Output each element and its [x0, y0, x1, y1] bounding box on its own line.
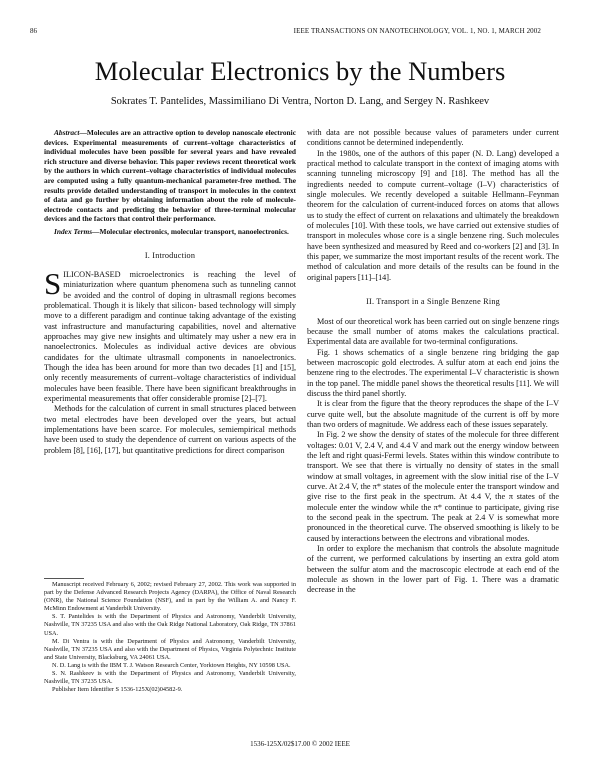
abstract-label: Abstract—: [54, 128, 87, 137]
footnote-rule: [44, 578, 84, 579]
index-terms-text: Molecular electronics, molecular transport, nanoelectronics.: [99, 226, 289, 236]
footnote-rashkeev: S. N. Rashkeev is with the Department of Physics and Astronomy, Vanderbilt University, Nashville, TN 37235 USA.: [44, 670, 296, 686]
intro-paragraph-1: [44, 265, 296, 404]
drop-cap: S: [44, 265, 62, 301]
footnote-identifier: Publisher Item Identifier S 1536-125X(02)04582-9.: [52, 686, 183, 694]
abstract-text: Molecules are an attractive option to develop nanoscale electronic devices. Experimental measurements of current–voltage characteristics of individual molecules have been possible for several years and have revealed rich structure and diverse behavior. This paper reviews recent theoretical work by the authors in which current–voltage characteristics of individual molecules are computed using a fully quantum-mechanical parameter-free method. The results provide detailed understanding of transport in molecules in the context of data and go further by obtaining information about the role of molecule-electrode contacts and predicting the behavior of three-terminal molecular devices and the factors that control their performance.: [44, 128, 296, 224]
intro-paragraph-1-text: ILICON-BASED microelectronics is reaching the level of miniaturization where quantum phenomena such as tunneling cannot be avoided and the control of doping in ultrasmall regions becomes problematical. Though it is likely that silicon- based technology will simply move to a different paradigm and continue taking advantage of the existing vast infrastructure and manufacturing capabilities, novel and alternative approaches may give new insights and ultimately may usher a new era in nanoelectronics. Molecules as individual active devices are obvious candidates for the ultimate ultrasmall components in nanoelectronics. Though the idea has been around for more than two decades [1] and [15], only recently measurements of current–voltage characteristics of individual molecules have been feasible. There have been significant breakthroughs in experimental measurements that offer considerable promise [2]–[7].: [44, 269, 296, 403]
journal-header: IEEE TRANSACTIONS ON NANOTECHNOLOGY, VOL. 1, NO. 1, MARCH 2002: [293, 27, 541, 35]
transport-paragraph-1: Most of our theoretical work has been carried out on single benzene rings because the small number of atoms makes the calculations practical. Experimental data are available for two-terminal configurations.: [307, 316, 559, 347]
page-number: 86: [30, 27, 37, 35]
footnote-received: Manuscript received February 6, 2002; revised February 27, 2002. This work was supported in part by the Defense Advanced Research Projects Agency (DARPA), the Office of Naval Research (ONR), the National Science Foundation (NSF), and in part by the William A. and Nancy F. McMinn Endowment at Vanderbilt University.: [44, 581, 296, 613]
transport-paragraph-5: In order to explore the mechanism that controls the absolute magnitude of the current, we performed calculations by inserting an extra gold atom between the sulfur atom and the macroscopic electrode at each end of the molecule as shown in the lower part of Fig. 1. There was a dramatic decrease in the: [307, 544, 559, 595]
author-list: Sokrates T. Pantelides, Massimiliano Di Ventra, Norton D. Lang, and Sergey N. Rashkeev: [110, 96, 490, 107]
index-terms: [44, 227, 296, 237]
right-column: [307, 128, 559, 596]
intro-paragraph-3: In the 1980s, one of the authors of this paper (N. D. Lang) developed a practical method to calculate transport in the context of imaging atoms with scanning tunneling microscopy [9] and [18]. The method has all the ingredients needed to compute current–voltage (I–V) characteristics of single molecules. We recently developed a suitable Hellmann–Feynman theorem for the calculation of current-induced forces on atoms that allows us to study the effect of current on relaxations and ultimately the breakdown of molecules [10]. With these tools, we have carried out extensive studies of transport in molecules whose core is a single benzene ring. Such molecules have been synthesized and measured by Reed and co-workers [2] and [3]. In this paper, we summarize the most important results of the recent work. The method of calculation and more details of the results can be found in the original papers [11]–[14].: [307, 148, 559, 282]
transport-paragraph-3: It is clear from the figure that the theory reproduces the shape of the I–V curve quite well, but the absolute magnitude of the current is off by more than two orders of magnitude. We address each of these issues separately.: [307, 399, 559, 429]
footnote-diventra: M. Di Ventra is with the Department of Physics and Astronomy, Vanderbilt University, Nashville, TN 37235 USA and also with the Department of Physics, Virginia Polytechnic Institute and State University, Blacksburg, VA 24061 USA.: [44, 637, 296, 661]
footnote-pantelides: S. T. Pantelides is with the Department of Physics and Astronomy, Vanderbilt University, Nashville, TN 37235 USA and also with the Oak Ridge National Laboratory, Oak Ridge, TN 37861 USA.: [44, 613, 296, 637]
index-terms-label: Index Terms—: [54, 226, 100, 236]
abstract: [44, 128, 296, 224]
copyright-footer: 1536-125X/02$17.00 © 2002 IEEE: [250, 740, 350, 748]
footnotes: [44, 581, 296, 694]
paper-title: Molecular Electronics by the Numbers: [94, 56, 506, 86]
left-column: [44, 128, 296, 456]
intro-paragraph-2-continued: with data are not possible because values of parameters under current conditions cannot be determined independently.: [307, 128, 559, 148]
footnote-lang: N. D. Lang is with the IBM T. J. Watson Research Center, Yorktown Heights, NY 10598 USA.: [52, 661, 291, 669]
transport-paragraph-4: In Fig. 2 we show the density of states of the molecule for three different voltages: 0.01 V, 2.4 V, and 4.4 V and mark out the energy window between the left and right quasi-Fermi levels. States within this window contribute to transport. We see that there is virtually no density of states in the small window at small voltages, in agreement with the slow initial rise of the I–V curve. At 2.4 V, the π* states of the molecule enter the transport window and give rise to the first peak in the spectrum. At 4.4 V, the π states of the molecule enter the window while the π* continue to participate, giving rise to the second peak in the spectrum. The peak at 2.4 V is somewhat more pronounced in the theoretical curve. The observed smoothing is likely to be caused by interactions between the electrons and vibrational modes.: [307, 430, 559, 543]
intro-paragraph-2: Methods for the calculation of current in small structures placed between two metal electrodes have been developed over the years, but actual implementations have been scarce. For molecules, semiempirical methods have been used to study the dependence of current on various aspects of the problem [8], [16], [17], but quantitative predictions for direct comparison: [44, 404, 296, 455]
transport-paragraph-2: Fig. 1 shows schematics of a single benzene ring bridging the gap between macroscopic gold electrodes. A sulfur atom at each end joins the benzene ring to the electrodes. The experimental I–V characteristic is shown in the top panel. The middle panel shows the theoretical results [11]. We will discuss the third panel shortly.: [307, 347, 559, 398]
section-heading-introduction: I. Introduction: [144, 250, 196, 260]
section-heading-transport: II. Transport in a Single Benzene Ring: [366, 297, 500, 307]
